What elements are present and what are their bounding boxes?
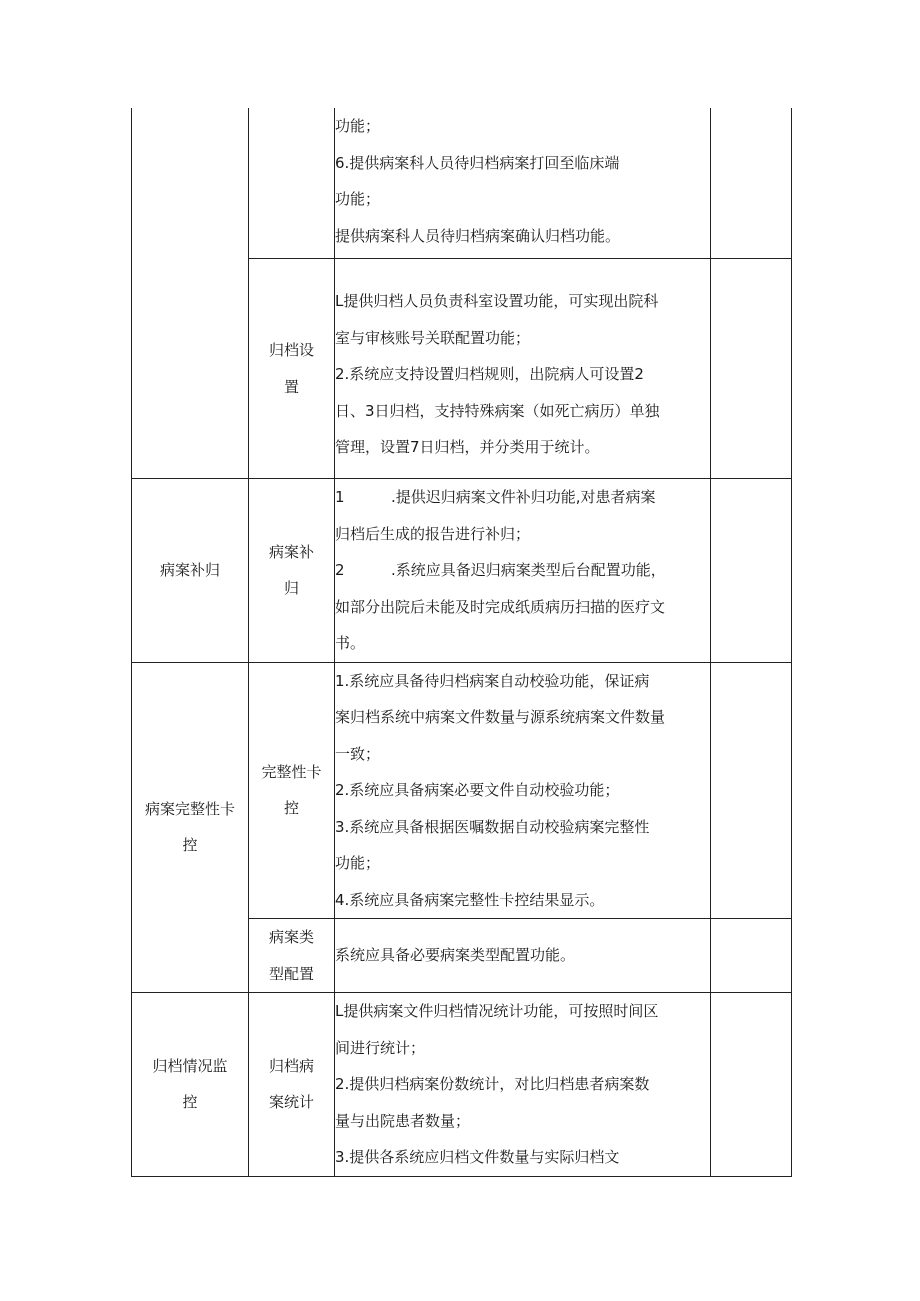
description-line: L提供归档人员负责科室设置功能，可实现出院科 <box>335 292 659 311</box>
item-label-line: 病案类 <box>268 928 314 946</box>
description-line: 日、3日归档，支持特殊病案（如死亡病历）单独 <box>335 401 660 420</box>
list-number: 2 <box>335 561 345 579</box>
item-cell-continued <box>249 108 335 259</box>
list-text: .系统应具备迟归病案类型后台配置功能， <box>391 561 666 579</box>
description-line: 如部分出院后未能及时完成纸质病历扫描的医疗文 <box>335 597 666 616</box>
item-label-line: 病案补 <box>268 542 314 561</box>
description-cell <box>335 479 711 663</box>
description-cell <box>335 108 711 259</box>
item-cell <box>249 993 335 1177</box>
table-row <box>132 479 792 663</box>
description-line: 案归档系统中病案文件数量与源系统病案文件数量 <box>335 708 666 726</box>
item-cell <box>249 662 335 919</box>
remark-cell <box>711 479 792 663</box>
description-line: 提供病案科人员待归档病案确认归档功能。 <box>335 226 621 245</box>
description-line: L提供病案文件归档情况统计功能，可按照时间区 <box>335 1002 659 1020</box>
item-label-line: 归档设 <box>268 341 314 359</box>
table-row <box>132 108 792 259</box>
description-line: 1.系统应具备待归档病案自动校验功能，保证病 <box>335 671 650 690</box>
item-label-line: 案统计 <box>268 1093 314 1112</box>
description-line: 功能； <box>335 117 381 135</box>
item-cell <box>249 259 335 479</box>
remark-cell <box>711 919 792 993</box>
description-cell <box>335 662 711 919</box>
remark-cell <box>711 259 792 479</box>
category-label-line: 病案完整性卡 <box>144 799 235 818</box>
description-line: 2.系统应支持设置归档规则，出院病人可设置2 <box>335 365 644 384</box>
category-label-line: 病案补归 <box>159 561 220 579</box>
description-cell <box>335 993 711 1177</box>
description-line <box>335 552 710 589</box>
item-label-line: 型配置 <box>268 964 314 983</box>
description-line: 间进行统计； <box>335 1038 426 1057</box>
description-line: 2.系统应具备病案必要文件自动校验功能； <box>335 781 620 799</box>
category-cell-archive <box>132 108 249 479</box>
category-cell <box>132 993 249 1177</box>
description-line: 书。 <box>335 634 366 652</box>
category-cell <box>132 662 249 993</box>
remark-cell <box>711 108 792 259</box>
item-cell <box>249 919 335 993</box>
table-row <box>132 993 792 1177</box>
requirements-table <box>131 108 792 1177</box>
item-label-line: 控 <box>283 799 299 818</box>
description-line: 功能； <box>335 854 381 872</box>
category-label-line: 控 <box>182 836 198 855</box>
item-label-line: 置 <box>283 377 299 396</box>
description-line: 系统应具备必要病案类型配置功能。 <box>335 946 576 965</box>
description-cell <box>335 259 711 479</box>
description-line: 功能； <box>335 190 381 208</box>
category-label-line: 归档情况监 <box>152 1056 228 1075</box>
item-label-line: 完整性卡 <box>261 762 322 781</box>
item-cell <box>249 479 335 663</box>
description-line: 管理，设置7日归档，并分类用于统计。 <box>335 438 600 457</box>
remark-cell <box>711 662 792 919</box>
description-line: 归档后生成的报告进行补归； <box>335 524 531 543</box>
list-text: .提供迟归病案文件补归功能,对患者病案 <box>391 488 656 506</box>
description-line: 2.提供归档病案份数统计，对比归档患者病案数 <box>335 1075 650 1093</box>
description-line <box>335 479 710 516</box>
item-label-line: 归 <box>283 579 299 598</box>
description-line: 4.系统应具备病案完整性卡控结果显示。 <box>335 890 605 909</box>
description-line: 室与审核账号关联配置功能； <box>335 328 531 347</box>
description-line: 量与出院患者数量； <box>335 1111 471 1130</box>
description-line: 3.系统应具备根据医嘱数据自动校验病案完整性 <box>335 817 650 836</box>
list-number: 1 <box>335 488 345 506</box>
description-cell <box>335 919 711 993</box>
category-label-line: 控 <box>182 1093 198 1112</box>
category-cell <box>132 479 249 663</box>
table-row <box>132 662 792 919</box>
description-line: 一致； <box>335 744 381 763</box>
item-label-line: 归档病 <box>268 1056 314 1075</box>
description-line: 6.提供病案科人员待归档病案打回至临床端 <box>335 153 620 172</box>
remark-cell <box>711 993 792 1177</box>
description-line: 3.提供各系统应归档文件数量与实际归档文 <box>335 1148 620 1166</box>
